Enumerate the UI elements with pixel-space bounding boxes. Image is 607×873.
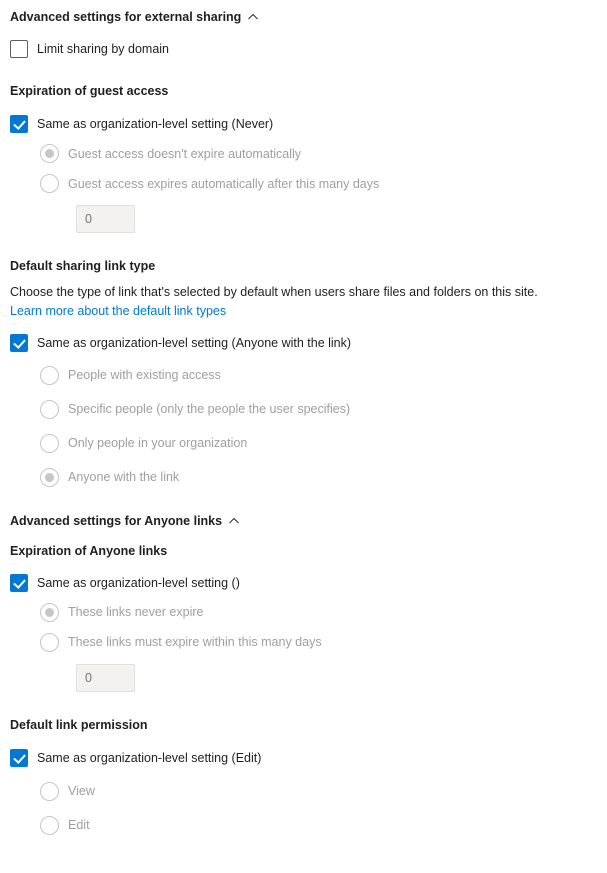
guest-access-expire-days-label: Guest access expires automatically after this many days	[68, 176, 380, 191]
limit-sharing-by-domain-row[interactable]	[10, 40, 597, 58]
link-type-only-people-in-org-label: Only people in your organization	[68, 436, 248, 451]
default-sharing-link-type-description: Choose the type of link that's selected by default when users share files and folders on this site.	[10, 285, 538, 299]
anyone-links-never-expire-radio[interactable]	[40, 603, 59, 622]
default-link-permission-org-setting-label: Same as organization-level setting (Edit)	[37, 750, 262, 765]
anyone-links-org-setting-checkbox[interactable]	[10, 574, 28, 592]
link-permission-view-radio[interactable]	[40, 782, 59, 801]
guest-access-days-input[interactable]	[76, 205, 135, 233]
default-link-type-org-setting-checkbox[interactable]	[10, 334, 28, 352]
anyone-links-never-expire-label: These links never expire	[68, 605, 204, 620]
external-sharing-settings-panel	[0, 10, 607, 835]
anyone-links-expiration-title: Expiration of Anyone links	[10, 543, 168, 558]
advanced-anyone-links-header[interactable]	[10, 514, 597, 528]
anyone-links-org-setting-row[interactable]	[10, 574, 597, 592]
advanced-external-sharing-title: Advanced settings for external sharing	[10, 10, 242, 24]
link-type-anyone-with-link-radio[interactable]	[40, 468, 59, 487]
link-permission-view-row[interactable]	[40, 782, 597, 801]
link-permission-edit-label: Edit	[68, 818, 90, 833]
default-sharing-link-type-title: Default sharing link type	[10, 259, 156, 273]
link-permission-edit-row[interactable]	[40, 816, 597, 835]
link-type-specific-people-row[interactable]	[40, 400, 597, 419]
default-link-permission-org-setting-checkbox[interactable]	[10, 749, 28, 767]
link-type-specific-people-label: Specific people (only the people the user specifies)	[68, 402, 351, 417]
chevron-up-icon[interactable]	[228, 515, 240, 527]
guest-access-never-expire-radio[interactable]	[40, 144, 59, 163]
default-link-type-org-setting-row[interactable]	[10, 334, 597, 352]
guest-access-org-setting-checkbox[interactable]	[10, 115, 28, 133]
link-type-only-people-in-org-radio[interactable]	[40, 434, 59, 453]
default-link-types-learn-more-link[interactable]: Learn more about the default link types	[10, 303, 227, 318]
guest-access-expire-days-radio[interactable]	[40, 174, 59, 193]
limit-sharing-by-domain-checkbox[interactable]	[10, 40, 28, 58]
anyone-links-expire-days-label: These links must expire within this many days	[68, 635, 322, 650]
default-link-permission-title: Default link permission	[10, 717, 148, 732]
guest-access-never-expire-label: Guest access doesn't expire automatically	[68, 146, 302, 161]
default-link-permission-org-setting-row[interactable]	[10, 749, 597, 767]
advanced-external-sharing-header[interactable]	[10, 10, 597, 24]
anyone-links-never-expire-row[interactable]	[40, 603, 597, 622]
link-type-people-existing-access-radio[interactable]	[40, 366, 59, 385]
link-type-only-people-in-org-row[interactable]	[40, 434, 597, 453]
chevron-up-icon[interactable]	[247, 11, 259, 23]
guest-access-org-setting-row[interactable]	[10, 115, 597, 133]
anyone-links-org-setting-label: Same as organization-level setting ()	[37, 575, 240, 590]
guest-access-expire-days-row[interactable]	[40, 174, 597, 193]
link-type-people-existing-access-label: People with existing access	[68, 368, 221, 383]
default-link-type-org-setting-label: Same as organization-level setting (Anyone with the link)	[37, 335, 352, 350]
link-permission-edit-radio[interactable]	[40, 816, 59, 835]
guest-access-never-expire-row[interactable]	[40, 144, 597, 163]
anyone-links-days-input[interactable]	[76, 664, 135, 692]
advanced-anyone-links-title: Advanced settings for Anyone links	[10, 513, 223, 528]
guest-access-expiration-title: Expiration of guest access	[10, 84, 169, 98]
limit-sharing-by-domain-label: Limit sharing by domain	[37, 42, 170, 56]
guest-access-org-setting-label: Same as organization-level setting (Never)	[37, 117, 274, 131]
link-type-anyone-with-link-row[interactable]	[40, 468, 597, 487]
link-permission-view-label: View	[68, 784, 95, 799]
link-type-specific-people-radio[interactable]	[40, 400, 59, 419]
anyone-links-expire-days-radio[interactable]	[40, 633, 59, 652]
link-type-anyone-with-link-label: Anyone with the link	[68, 470, 180, 485]
anyone-links-expire-days-row[interactable]	[40, 633, 597, 652]
link-type-people-existing-access-row[interactable]	[40, 366, 597, 385]
